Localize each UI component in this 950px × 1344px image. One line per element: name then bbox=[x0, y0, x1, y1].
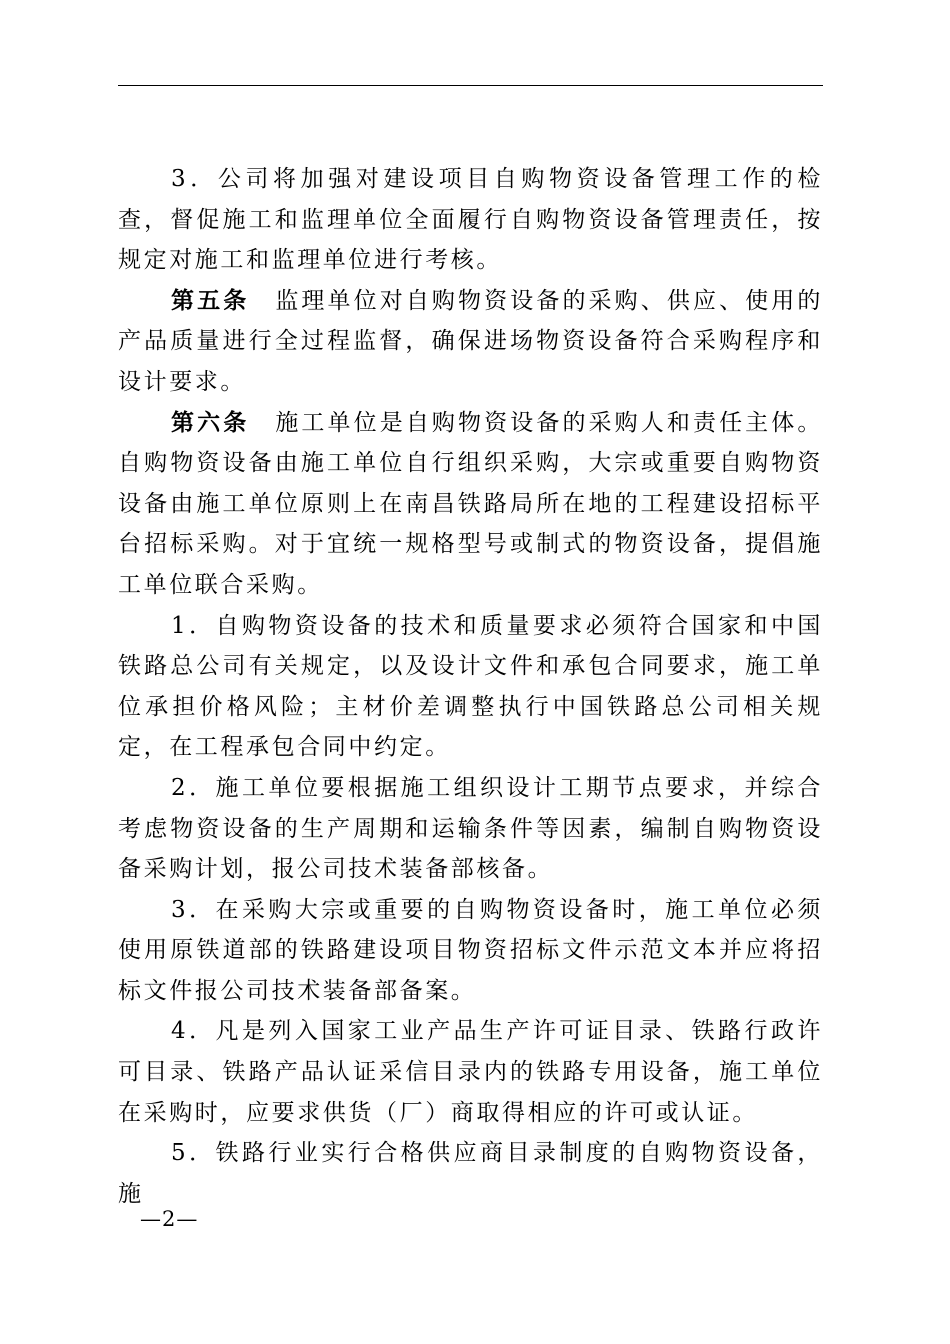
paragraph-text: 3．公司将加强对建设项目自购物资设备管理工作的检查，督促施工和监理单位全面履行自购物资设备管理责任，按规定对施工和监理单位进行考核。 bbox=[118, 166, 823, 274]
article-label: 第六条 bbox=[171, 408, 250, 436]
paragraph-text: 1．自购物资设备的技术和质量要求必须符合国家和中国铁路总公司有关规定，以及设计文件和承包合同要求，施工单位承担价格风险；主材价差调整执行中国铁路总公司相关规定，在工程承包合同中约定。 bbox=[118, 612, 823, 761]
paragraph-item-3-inspection bbox=[118, 159, 823, 281]
article-6 bbox=[118, 403, 823, 606]
paragraph-text: 4．凡是列入国家工业产品生产许可证目录、铁路行政许可目录、铁路产品认证采信目录内的铁路专用设备，施工单位在采购时，应要求供货（厂）商取得相应的许可或认证。 bbox=[118, 1018, 823, 1126]
document-body bbox=[118, 159, 823, 1214]
paragraph-item-5-supplier bbox=[118, 1133, 823, 1214]
page-number: —2— bbox=[140, 1207, 199, 1231]
article-5 bbox=[118, 281, 823, 403]
paragraph-text: 监理单位对自购物资设备的采购、供应、使用的产品质量进行全过程监督，确保进场物资设备符合采购程序和设计要求。 bbox=[118, 287, 823, 395]
header-rule bbox=[118, 85, 823, 86]
paragraph-text: 5．铁路行业实行合格供应商目录制度的自购物资设备，施 bbox=[118, 1140, 823, 1207]
paragraph-text: 施工单位是自购物资设备的采购人和责任主体。自购物资设备由施工单位自行组织采购，大宗或重要自购物资设备由施工单位原则上在南昌铁路局所在地的工程建设招标平台招标采购。对于宜统一规格型号或制式的物资设备，提倡施工单位联合采购。 bbox=[118, 409, 823, 598]
article-label: 第五条 bbox=[171, 286, 250, 314]
paragraph-item-3-bidding bbox=[118, 890, 823, 1012]
paragraph-item-4-license bbox=[118, 1011, 823, 1133]
paragraph-item-1-requirements bbox=[118, 606, 823, 768]
paragraph-text: 2．施工单位要根据施工组织设计工期节点要求，并综合考虑物资设备的生产周期和运输条件等因素，编制自购物资设备采购计划，报公司技术装备部核备。 bbox=[118, 774, 823, 883]
paragraph-text: 3．在采购大宗或重要的自购物资设备时，施工单位必须使用原铁道部的铁路建设项目物资招标文件示范文本并应将招标文件报公司技术装备部备案。 bbox=[118, 896, 823, 1004]
paragraph-item-2-plan bbox=[118, 768, 823, 890]
